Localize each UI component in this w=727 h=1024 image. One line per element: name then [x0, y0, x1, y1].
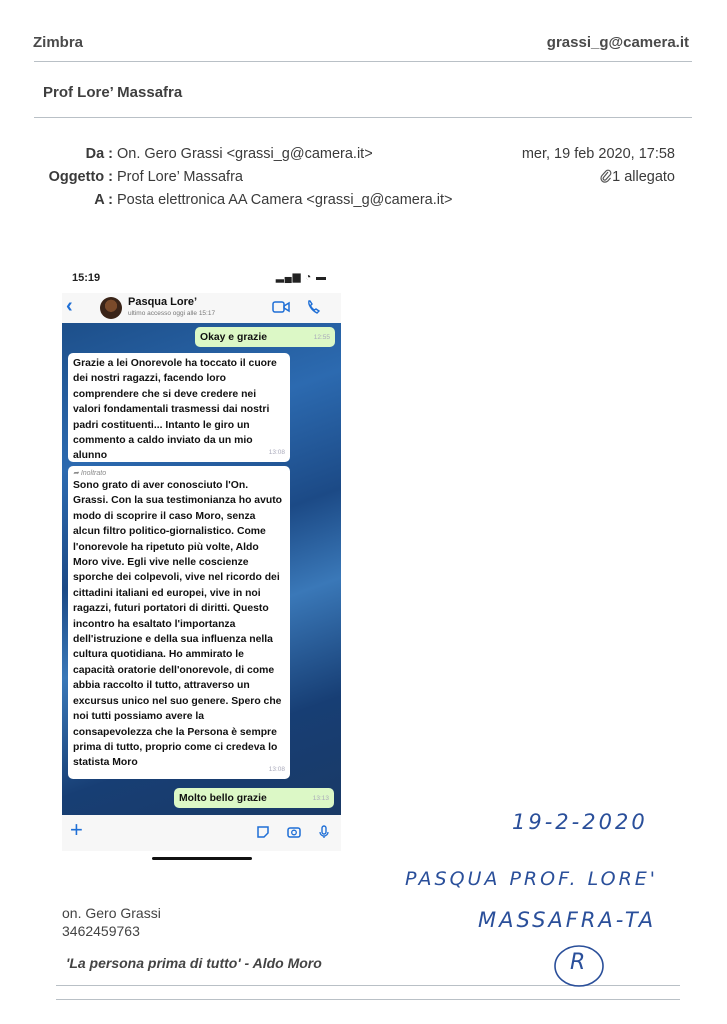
from-value[interactable]: On. Gero Grassi <grassi_g@camera.it>: [117, 146, 373, 162]
forward-arrow-icon: ➦: [73, 470, 81, 477]
message-date: mer, 19 feb 2020, 17:58: [521, 146, 675, 162]
message-text: Sono grato di aver conosciuto l'On. Grassi. Con la sua testimonianza ho avuto modo di scoprire il caso Moro, senza alcun filtro politico-giornalistico. Come l'onorevole ha ripetuto più volte, Aldo Moro vive. Egli vive nelle coscienze sporche dei colpevoli, vive nel ricordo dei cittadini italiani ed europei, vive in noi ragazzi, futuri portatori di diritti. Questo incontro ha esaltato l'importanza dell'istruzione e della sua influenza nella cultura quotidiana. Ho ammirato le capacità oratorie dell'onorevole, di come abbia raccolto il tutto, attraverso un excursus unico nel suo genere. Spero che noi tutti possiamo avere la consapevolezza che la Persona è sempre prima di tutto, proprio come ci credeva lo statista Moro: [73, 480, 283, 769]
message-bubble-in: [68, 353, 290, 462]
message-text: Grazie a lei Onorevole ha toccato il cuore dei nostri ragazzi, facendo loro comprendere che si deve credere nei valori fondamentali trasmessi dai nostri padri costituenti... Intanto le giro un commento a caldo inviato da un mio alunno: [73, 358, 277, 462]
chat-input-bar: [62, 815, 341, 851]
signature-phone: 3462459763: [62, 923, 140, 939]
video-call-icon[interactable]: [272, 299, 290, 315]
avatar[interactable]: [100, 297, 122, 319]
handwritten-initial-circle: [553, 942, 605, 988]
attachment-link[interactable]: [600, 169, 675, 185]
app-name: Zimbra: [33, 34, 84, 51]
message-time: 12:55: [313, 333, 330, 341]
account-email: grassi_g@camera.it: [546, 34, 689, 51]
subject-label: Oggetto :: [48, 169, 113, 185]
back-chevron-icon[interactable]: ‹: [66, 295, 73, 317]
from-label: Da :: [85, 146, 113, 162]
subject-divider: [34, 117, 692, 118]
message-bubble-out: [174, 788, 334, 808]
sticker-icon[interactable]: [256, 825, 270, 839]
handwritten-initial: R: [570, 950, 589, 975]
phone-status-bar: [62, 265, 341, 293]
forwarded-label: Inoltrato: [80, 470, 107, 477]
status-time: 15:19: [72, 272, 101, 284]
camera-icon[interactable]: [287, 825, 301, 839]
home-indicator: [152, 857, 252, 860]
signature-name: on. Gero Grassi: [62, 905, 161, 921]
plus-icon[interactable]: +: [70, 817, 83, 842]
paperclip-icon: [600, 169, 612, 183]
phone-call-icon[interactable]: [305, 299, 323, 315]
footer-divider: [56, 999, 680, 1000]
message-subject-title: Prof Lore’ Massafra: [43, 84, 183, 101]
message-text: Okay e grazie: [200, 332, 268, 343]
attachment-count: 1 allegato: [612, 169, 675, 185]
contact-status: ultimo accesso oggi alle 15:17: [128, 310, 216, 317]
message-time: 13:08: [268, 765, 285, 773]
message-time: 13:13: [312, 794, 329, 802]
message-bubble-out: [195, 327, 335, 347]
header-divider: [34, 61, 692, 62]
chat-header: [62, 293, 341, 324]
handwritten-note-line1: PASQUA PROF. LORE': [405, 868, 659, 890]
to-label: A :: [94, 192, 113, 208]
to-value[interactable]: Posta elettronica AA Camera <grassi_g@camera.it>: [117, 192, 453, 208]
contact-name: Pasqua Lore’: [128, 296, 198, 308]
message-text: Molto bello grazie: [179, 793, 267, 804]
signature-quote: 'La persona prima di tutto' - Aldo Moro: [66, 955, 322, 971]
handwritten-note-line2: MASSAFRA-TA: [478, 908, 657, 932]
subject-value: Prof Lore’ Massafra: [117, 169, 243, 185]
message-time: 13:08: [268, 448, 285, 456]
signal-wifi-battery-icon: ▂▄▆ ◔ ▬: [275, 272, 327, 283]
forwarded-message-bubble: [68, 466, 290, 779]
whatsapp-screenshot: [62, 265, 341, 865]
microphone-icon[interactable]: [317, 825, 331, 839]
chat-area: [62, 323, 341, 815]
handwritten-date: 19-2-2020: [512, 810, 648, 834]
